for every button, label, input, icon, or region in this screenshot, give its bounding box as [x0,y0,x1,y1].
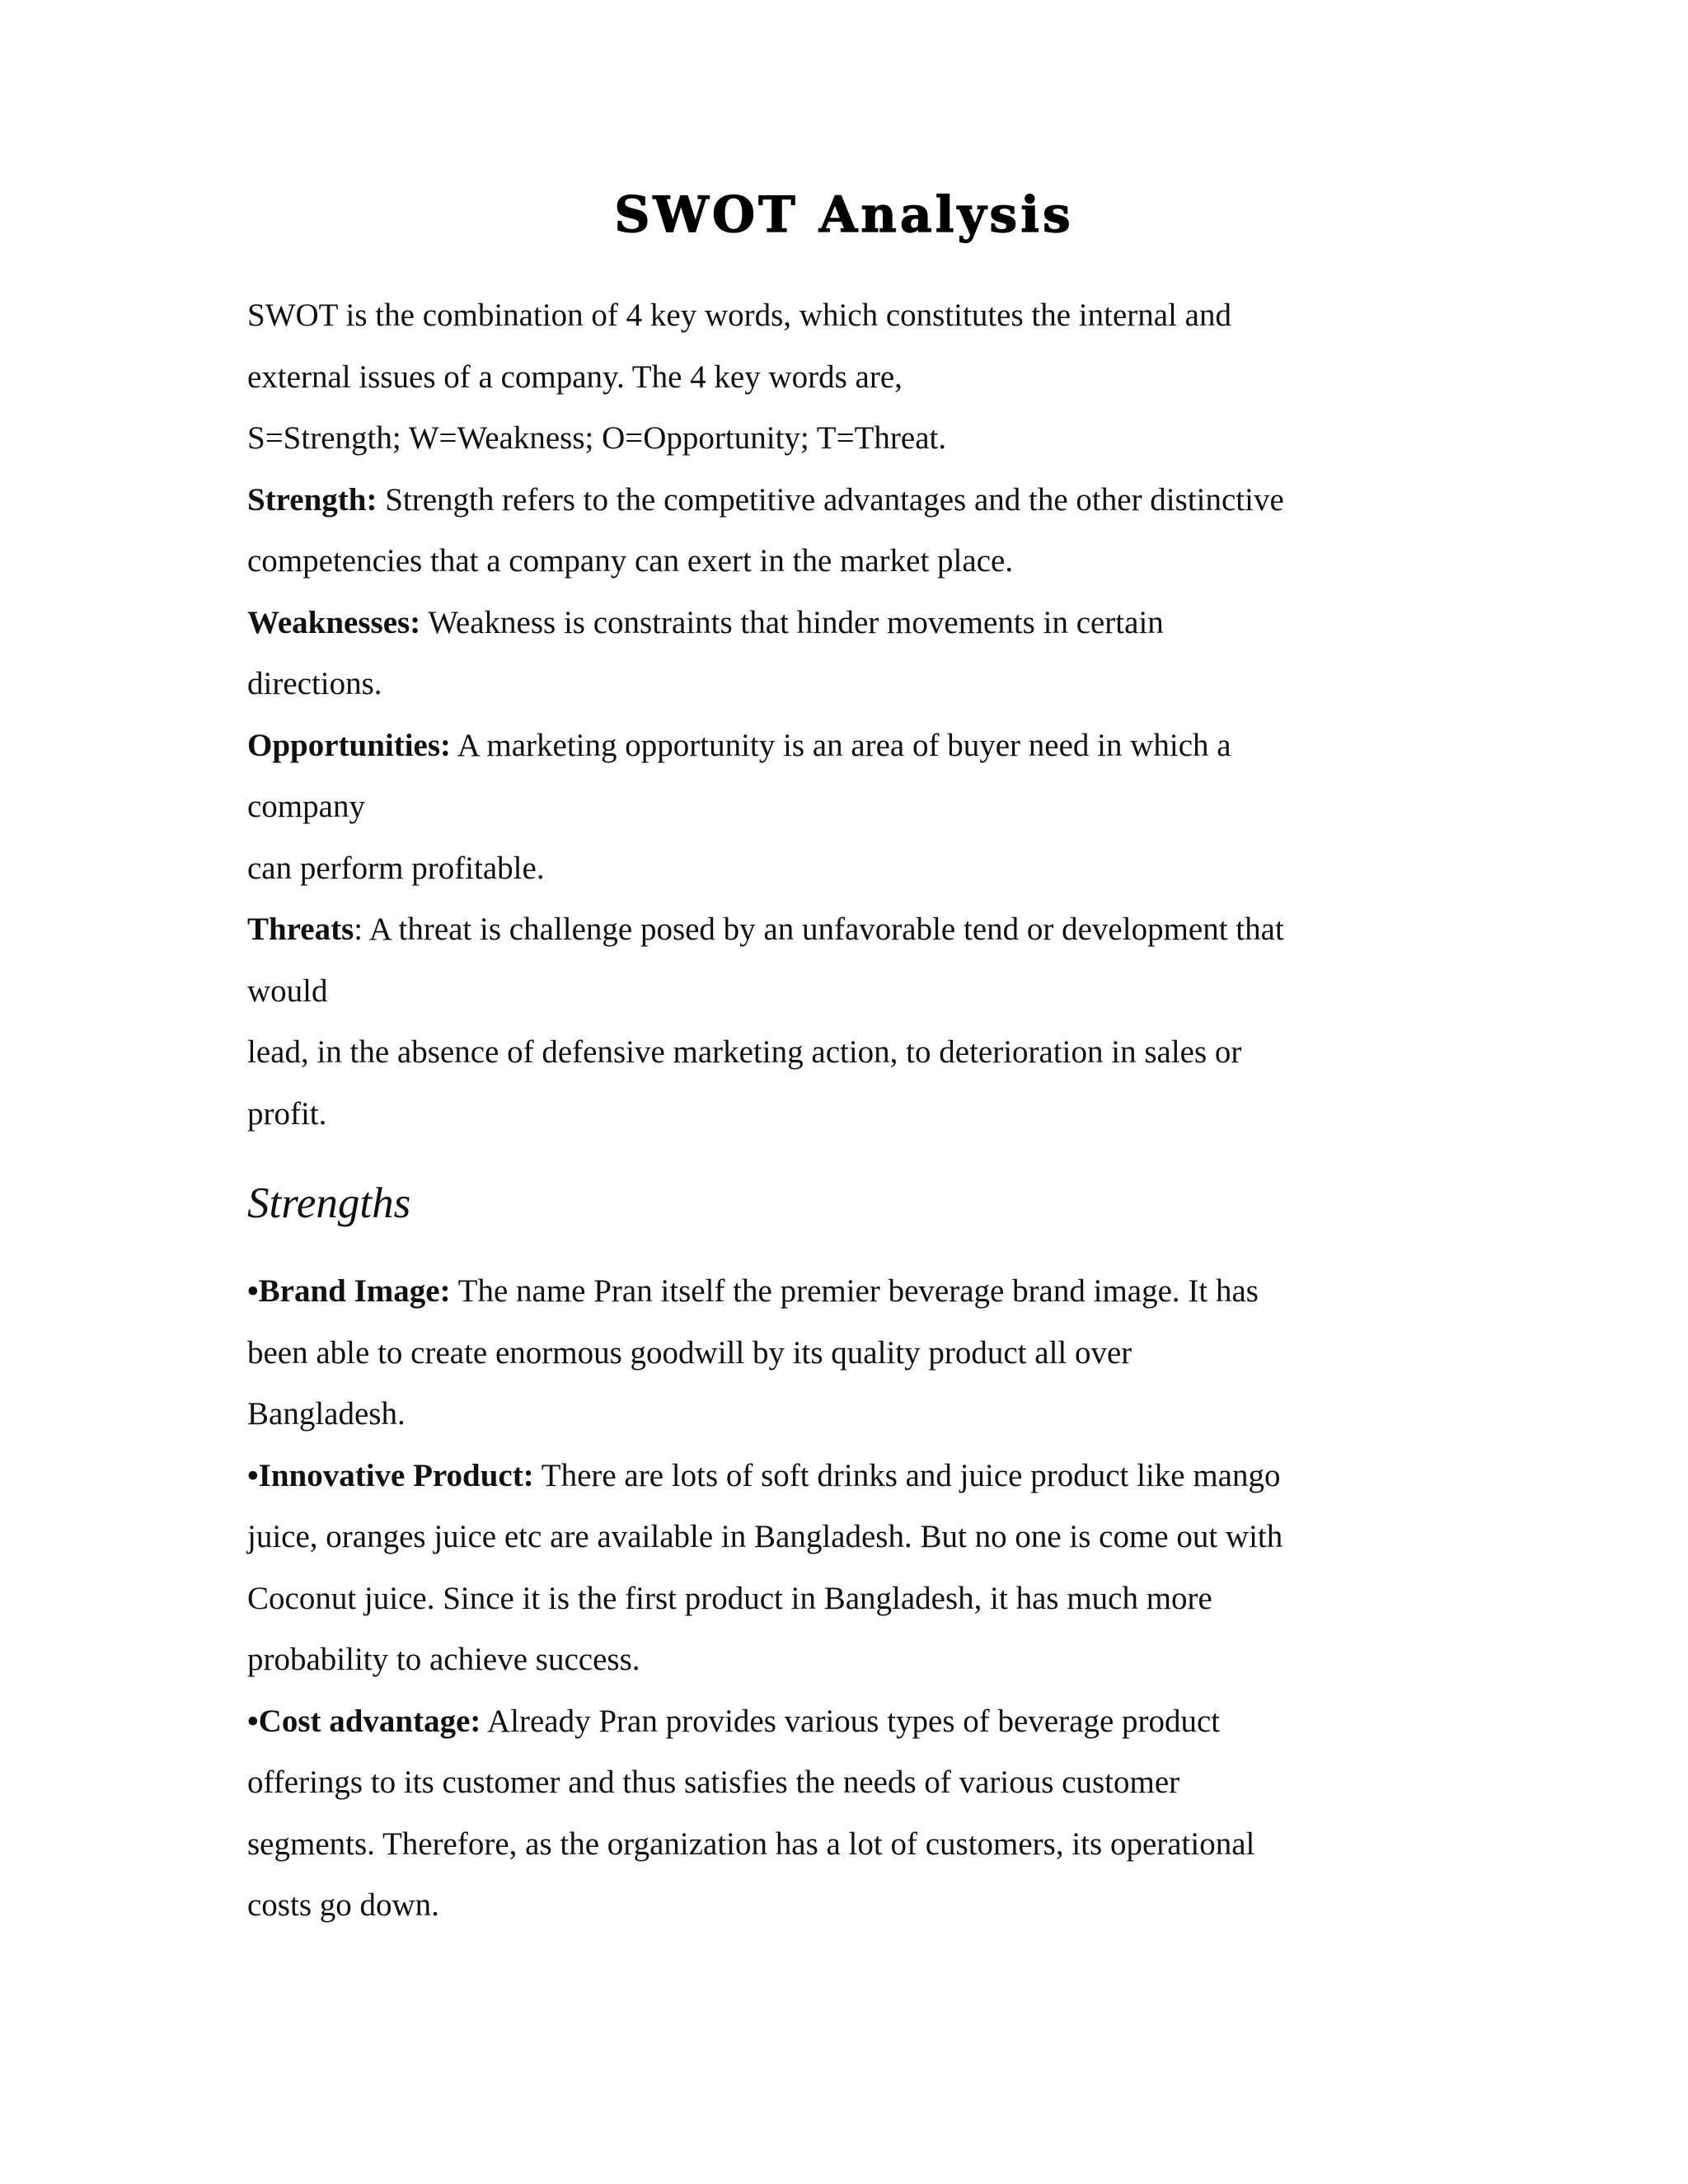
definition-term: Weaknesses: [247,604,421,640]
definition-strength [247,470,1451,532]
strength-text: There are lots of soft drinks and juice product like mango [533,1457,1281,1493]
definition-strength-cont: competencies that a company can exert in the market place. [247,543,1014,579]
strength-item-text: Coconut juice. Since it is the first product in Bangladesh, it has much more [247,1580,1212,1616]
definition-text: A marketing opportunity is an area of buyer need in which a [451,727,1231,763]
strength-term: Cost advantage: [258,1703,481,1739]
strength-term: Innovative Product: [258,1457,534,1493]
bullet-icon: • [247,1273,259,1309]
strength-item-text: Bangladesh. [247,1396,406,1432]
definition-weaknesses [247,593,1451,654]
bullet-icon: • [247,1703,259,1739]
strength-item-text: segments. Therefore, as the organization has a lot of customers, its operational [247,1825,1255,1862]
definition-text: Weakness is constraints that hinder movements in certain [420,604,1164,640]
strength-item-text: offerings to its customer and thus satisfies the needs of various customer [247,1765,1180,1800]
definition-opportunities-cont-2: can perform profitable. [247,850,545,886]
strength-item-text: juice, oranges juice etc are available in Bangladesh. But no one is come out with [247,1519,1283,1554]
page-title: SWOT Analysis [614,186,1074,244]
strength-item-text: costs go down. [247,1887,439,1923]
strengths-heading: Strengths [247,1179,411,1227]
strengths-list [247,1261,1451,1937]
definition-opportunities-cont-1: company [247,789,365,824]
definition-threats-cont-2: lead, in the absence of defensive marketing action, to deterioration in sales or [247,1034,1242,1070]
strength-text: The name Pran itself the premier beverage brand image. It has [450,1273,1259,1309]
intro-line-3: S=Strength; W=Weakness; O=Opportunity; T=Threat. [247,420,947,456]
definition-text: : A threat is challenge posed by an unfavorable tend or development that [354,912,1284,947]
definition-opportunities [247,715,1451,777]
definition-term: Opportunities: [247,727,452,763]
definition-threats-cont-3: profit. [247,1095,327,1132]
definition-text: Strength refers to the competitive advantages and the other distinctive [377,481,1284,518]
strength-term: Brand Image: [258,1273,451,1309]
strength-item-brand-image [247,1261,1451,1323]
intro-line-2: external issues of a company. The 4 key words are, [247,359,903,395]
strength-item-cost-advantage [247,1691,1451,1753]
strength-item-innovative-product [247,1446,1451,1507]
intro-and-definitions [247,285,1451,1145]
definition-weaknesses-cont: directions. [247,666,382,701]
strength-item-text: probability to achieve success. [247,1642,640,1677]
strength-item-text: been able to create enormous goodwill by its quality product all over [247,1334,1132,1371]
intro-line-1: SWOT is the combination of 4 key words, which constitutes the internal and [247,298,1231,333]
bullet-icon: • [247,1457,259,1493]
definition-threats-cont-1: would [247,972,328,1009]
definition-term: Strength: [247,481,377,518]
definition-threats [247,899,1451,961]
strength-text: Already Pran provides various types of beverage product [481,1703,1221,1739]
definition-term: Threats [247,912,354,947]
